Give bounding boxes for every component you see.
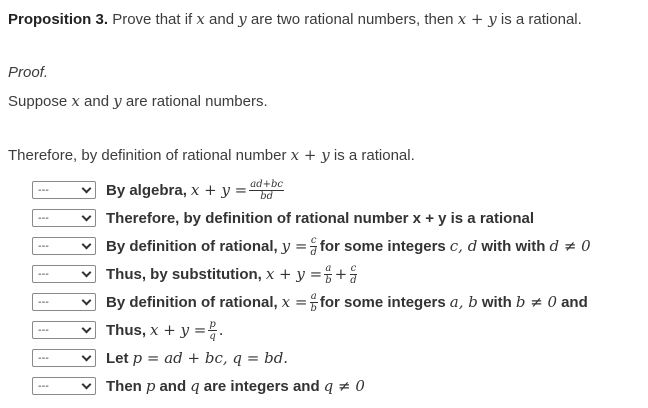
step-text: with: [481, 293, 512, 311]
proof-label: Proof.: [8, 64, 49, 81]
suppose-y: y: [113, 92, 122, 110]
chevron-down-icon: [82, 380, 92, 390]
chevron-down-icon: [82, 296, 92, 306]
step-math: p = ad + bc, q = bd.: [132, 349, 289, 367]
proof-step-3: [32, 234, 591, 258]
step-math: c, d: [449, 237, 478, 255]
select-value: ---: [38, 212, 49, 224]
proposition-text-b: are two rational numbers, then: [250, 11, 454, 28]
fraction: [249, 179, 284, 202]
chevron-down-icon: [82, 184, 92, 194]
proposition-statement: [8, 10, 582, 28]
select-value: ---: [38, 296, 49, 308]
select-value: ---: [38, 268, 49, 280]
numerator: a: [325, 262, 332, 274]
denominator: bd: [260, 190, 274, 202]
step-math: d ≠ 0: [549, 237, 591, 255]
proof-step-2: [32, 206, 534, 230]
chevron-down-icon: [82, 240, 92, 250]
numerator: c: [310, 234, 317, 246]
chevron-down-icon: [82, 324, 92, 334]
denominator: b: [325, 274, 332, 286]
step-math: b ≠ 0: [515, 293, 558, 311]
denominator: d: [310, 246, 317, 258]
select-value: ---: [38, 240, 49, 252]
step-text: By algebra,: [106, 181, 187, 199]
fraction: [324, 263, 332, 286]
var-y: y: [238, 10, 247, 28]
select-value: ---: [38, 380, 49, 392]
step-order-select[interactable]: [32, 181, 96, 199]
proof-step-1: [32, 178, 286, 202]
step-math: q: [190, 377, 200, 395]
step-text: Therefore, by definition of rational number x + y is a rational: [106, 209, 534, 227]
step-math: x + y =: [150, 321, 207, 339]
select-value: ---: [38, 184, 49, 196]
therefore-post: is a rational.: [333, 147, 415, 164]
step-order-select[interactable]: [32, 237, 96, 255]
step-text: for some integers: [319, 293, 446, 311]
proposition-text-c: is a rational.: [500, 11, 582, 28]
numerator: ad+bc: [250, 178, 283, 190]
step-order-select[interactable]: [32, 377, 96, 395]
step-text: Thus, by substitution,: [106, 265, 262, 283]
chevron-down-icon: [82, 212, 92, 222]
numerator: c: [350, 262, 357, 274]
step-order-select[interactable]: [32, 209, 96, 227]
step-text: for some integers: [319, 237, 446, 255]
step-order-select[interactable]: [32, 321, 96, 339]
step-text: By definition of rational,: [106, 237, 278, 255]
step-text: By definition of rational,: [106, 293, 278, 311]
fraction: [349, 263, 357, 286]
step-text: Thus,: [106, 321, 146, 339]
suppose-post: are rational numbers.: [125, 93, 268, 110]
proposition-text-a: Prove that if: [112, 11, 193, 28]
step-math: a, b: [449, 293, 478, 311]
fraction: [309, 235, 317, 258]
step-text: Let: [106, 349, 129, 367]
step-math: x + y =: [265, 265, 323, 283]
proof-step-7: [32, 346, 288, 370]
suppose-pre: Suppose: [8, 93, 68, 110]
step-text: with with: [481, 237, 546, 255]
step-math: x + y =: [190, 181, 248, 199]
step-math: q ≠ 0: [323, 377, 365, 395]
step-order-select[interactable]: [32, 265, 96, 283]
step-text: and: [561, 293, 588, 311]
denominator: d: [350, 274, 357, 286]
sum-expr: x + y: [457, 10, 497, 28]
step-math: p: [145, 377, 156, 395]
proposition-and: and: [209, 11, 235, 28]
chevron-down-icon: [82, 352, 92, 362]
step-order-select[interactable]: [32, 293, 96, 311]
fraction: [309, 291, 317, 314]
step-text: Then: [106, 377, 142, 395]
step-text: are integers and: [203, 377, 320, 395]
suppose-x: x: [71, 92, 80, 110]
var-x: x: [196, 10, 205, 28]
fraction: [208, 319, 216, 342]
denominator: q: [209, 330, 216, 342]
proof-step-5: [32, 290, 588, 314]
select-value: ---: [38, 352, 49, 364]
proposition-label: Proposition 3.: [8, 11, 109, 28]
period: .: [218, 321, 224, 339]
plus-sign: +: [334, 265, 348, 283]
therefore-line: [8, 146, 415, 164]
suppose-line: [8, 92, 268, 110]
step-math: x =: [281, 293, 308, 311]
therefore-sum: x + y: [290, 146, 330, 164]
proof-step-6: [32, 318, 224, 342]
proof-step-4: [32, 262, 360, 286]
step-math: y =: [281, 237, 308, 255]
numerator: p: [209, 318, 216, 330]
step-text: and: [159, 377, 187, 395]
step-order-select[interactable]: [32, 349, 96, 367]
suppose-and: and: [84, 93, 110, 110]
therefore-pre: Therefore, by definition of rational number: [8, 147, 287, 164]
select-value: ---: [38, 324, 49, 336]
numerator: a: [310, 290, 317, 302]
chevron-down-icon: [82, 268, 92, 278]
proof-step-8: [32, 374, 365, 398]
denominator: b: [310, 302, 317, 314]
